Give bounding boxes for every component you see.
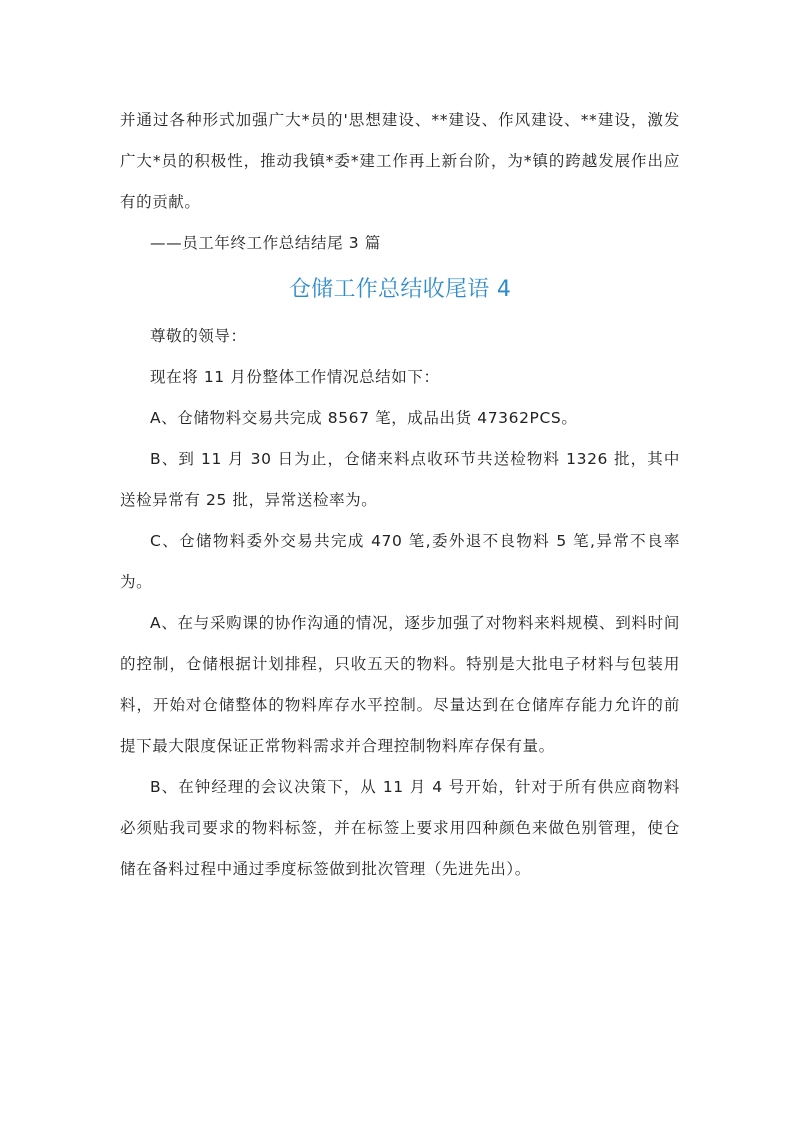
- paragraph-item-c-outsourcing: C、仓储物料委外交易共完成 470 笔,委外退不良物料 5 笔,异常不良率为。: [120, 532, 680, 591]
- document-body: [120, 100, 680, 890]
- paragraph-intro-continuation: 并通过各种形式加强广大*员的'思想建设、**建设、作风建设、**建设，激发广大*员的积极性，推动我镇*委*建工作再上新台阶，为*镇的跨越发展作出应有的贡献。: [120, 111, 680, 211]
- section-heading: 仓储工作总结收尾语 4: [288, 277, 512, 302]
- paragraph-item-a-purchasing: A、在与采购课的协作沟通的情况，逐步加强了对物料来料规模、到料时间的控制，仓储根据计划排程，只收五天的物料。特别是大批电子材料与包装用料，开始对仓储整体的物料库存水平控制。尽量达到在仓储库存能力允许的前提下最大限度保证正常物料需求并合理控制物料库存保有量。: [120, 614, 680, 755]
- paragraph-summary-intro: 现在将 11 月份整体工作情况总结如下：: [150, 368, 440, 386]
- paragraph-item-a-transactions: A、仓储物料交易共完成 8567 笔，成品出货 47362PCS。: [150, 409, 578, 427]
- paragraph-section-end-note: ——员工年终工作总结结尾 3 篇: [150, 234, 381, 252]
- paragraph-item-b-inspection: B、到 11 月 30 日为止，仓储来料点收环节共送检物料 1326 批，其中送检异常有 25 批，异常送检率为。: [120, 450, 680, 509]
- paragraph-item-b-labeling: B、在钟经理的会议决策下，从 11 月 4 号开始，针对于所有供应商物料必须贴我司要求的物料标签，并在标签上要求用四种颜色来做色别管理，使仓储在备料过程中通过季度标签做到批次管理（先进先出）。: [120, 778, 680, 878]
- paragraph-salutation: 尊敬的领导：: [150, 327, 247, 345]
